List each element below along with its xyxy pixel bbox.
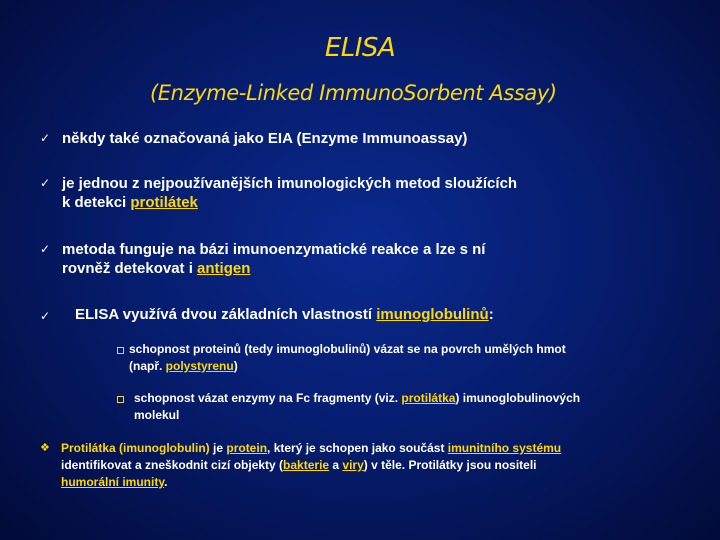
note-text: identifikovat a zneškodnit cizí objekty ( — [61, 458, 284, 472]
link-polystyrenu[interactable]: polystyrenu — [165, 359, 234, 373]
bullet-text: k detekci — [62, 194, 131, 211]
link-bakterie[interactable]: bakterie — [283, 458, 330, 472]
subbullet-enzymes — [134, 390, 694, 424]
link-protilatek[interactable]: protilátek — [130, 194, 198, 211]
subbullet-text: schopnost vázat enzymy na Fc fragmenty (viz. — [134, 391, 402, 405]
link-antigen[interactable]: antigen — [197, 260, 251, 277]
bullet-text: rovněž detekovat i — [62, 260, 198, 277]
link-protilatka[interactable]: protilátka — [401, 391, 456, 405]
note-text: ) v těle. Protilátky jsou nositeli — [363, 458, 537, 472]
note-term: Protilátka (imunoglobulin) — [61, 441, 210, 455]
bullet-eia — [62, 129, 467, 148]
bullet-text: je jednou z nejpoužívanějších imunologických metod sloužících — [62, 175, 518, 192]
bullet-properties — [75, 305, 494, 324]
square-bullet-icon — [117, 396, 124, 403]
check-icon: ✓ — [40, 131, 51, 145]
link-protein[interactable]: protein — [226, 441, 268, 455]
subbullet-plastics — [129, 341, 689, 375]
link-humoralni-imunity[interactable]: humorální imunity — [61, 475, 165, 489]
note-text: a — [329, 458, 343, 472]
bullet-text: metoda funguje na bázi imunoenzymatické reakce a lze s ní — [62, 241, 486, 258]
check-icon: ✓ — [40, 242, 51, 256]
slide-subtitle: (Enzyme-Linked ImmunoSorbent Assay) — [150, 81, 557, 105]
subbullet-text: ) imunoglobulinových — [455, 391, 581, 405]
antibody-definition — [61, 440, 681, 491]
slide-title: ELISA — [324, 33, 396, 63]
subbullet-text: molekul — [134, 408, 180, 422]
check-icon: ✓ — [40, 309, 51, 323]
subbullet-text: ) — [233, 359, 238, 373]
link-imunoglobulinu[interactable]: imunoglobulinů — [376, 306, 489, 323]
bullet-text: někdy také označovaná jako EIA (Enzyme Immunoassay) — [62, 130, 468, 147]
bullet-text: : — [488, 306, 494, 323]
check-icon: ✓ — [40, 176, 51, 190]
bullet-text: ELISA využívá dvou základních vlastností — [75, 306, 377, 323]
square-bullet-icon — [117, 347, 124, 354]
subbullet-text: (např. — [129, 359, 166, 373]
note-text: , který je schopen jako součást — [267, 441, 448, 455]
subbullet-text: schopnost proteinů (tedy imunoglobulinů) vázat se na povrch umělých hmot — [129, 342, 566, 356]
bullet-most-used — [62, 174, 517, 212]
link-imunitniho-systemu[interactable]: imunitního systému — [447, 441, 562, 455]
note-text: . — [164, 475, 168, 489]
diamond-bullet-icon: ❖ — [40, 442, 50, 454]
link-viry[interactable]: viry — [342, 458, 364, 472]
note-text: je — [209, 441, 227, 455]
bullet-method — [62, 240, 485, 278]
